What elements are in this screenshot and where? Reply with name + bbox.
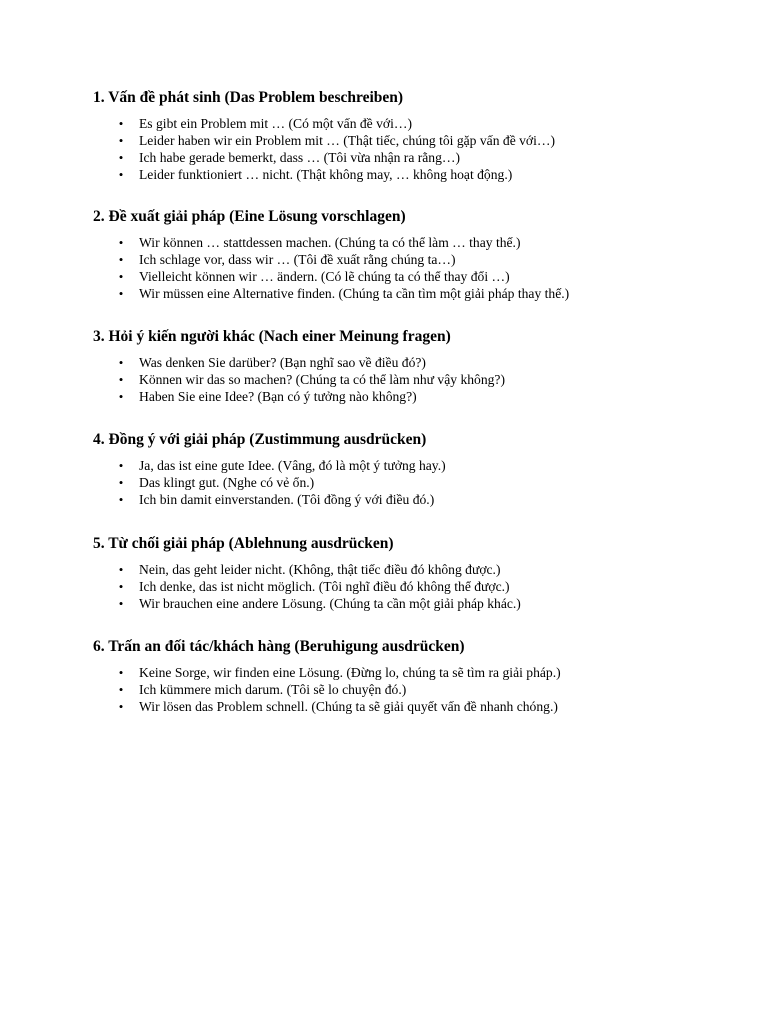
bullet-icon: • [118,492,124,507]
list-item [93,561,521,578]
list-item [93,132,555,149]
list-item [93,149,555,166]
bullet-icon: • [118,682,124,697]
bullet-icon: • [118,252,124,267]
bullet-icon: • [118,579,124,594]
section-heading: 1. Vấn đề phát sinh (Das Problem beschreiben) [93,89,404,106]
phrase-text: Ich habe gerade bemerkt, dass … (Tôi vừa nhận ra rằng…) [139,150,461,165]
list-item [93,354,505,371]
phrase-list [93,457,446,508]
bullet-icon: • [118,596,124,611]
phrase-text: Wir brauchen eine andere Lösung. (Chúng ta cần một giải pháp khác.) [139,596,521,611]
bullet-icon: • [118,269,124,284]
phrase-text: Keine Sorge, wir finden eine Lösung. (Đừng lo, chúng ta sẽ tìm ra giải pháp.) [139,665,561,680]
section-ask-opinion [93,327,733,404]
bullet-icon: • [118,235,124,250]
phrase-list [93,664,561,715]
bullet-icon: • [118,355,124,370]
bullet-icon: • [118,167,124,182]
list-item [93,166,555,183]
list-item [93,388,505,405]
section-heading: 2. Đề xuất giải pháp (Eine Lösung vorschlagen) [93,208,406,225]
phrase-list [93,234,569,302]
phrase-list [93,354,505,405]
section-heading: 6. Trấn an đối tác/khách hàng (Beruhigung ausdrücken) [93,638,465,655]
bullet-icon: • [118,116,124,131]
bullet-icon: • [118,286,124,301]
list-item [93,664,561,681]
phrase-text: Vielleicht können wir … ändern. (Có lẽ chúng ta có thể thay đổi …) [139,269,510,284]
phrase-text: Nein, das geht leider nicht. (Không, thật tiếc điều đó không được.) [139,562,501,577]
bullet-icon: • [118,133,124,148]
list-item [93,491,446,508]
list-item [93,115,555,132]
section-heading: 4. Đồng ý với giải pháp (Zustimmung ausdrücken) [93,431,427,448]
phrase-text: Leider funktioniert … nicht. (Thật không may, … không hoạt động.) [139,167,513,182]
phrase-text: Ich schlage vor, dass wir … (Tôi đề xuất rằng chúng ta…) [139,252,456,267]
section-heading: 3. Hỏi ý kiến người khác (Nach einer Meinung fragen) [93,328,451,345]
section-describe-problem [93,88,733,182]
bullet-icon: • [118,458,124,473]
phrase-text: Ich denke, das ist nicht möglich. (Tôi nghĩ điều đó không thể được.) [139,579,510,594]
list-item [93,457,446,474]
bullet-icon: • [118,372,124,387]
list-item [93,578,521,595]
bullet-icon: • [118,665,124,680]
section-agree [93,430,733,507]
bullet-icon: • [118,699,124,714]
list-item [93,595,521,612]
list-item [93,285,569,302]
phrase-list [93,561,521,612]
list-item [93,268,569,285]
phrase-text: Wir lösen das Problem schnell. (Chúng ta sẽ giải quyết vấn đề nhanh chóng.) [139,699,558,714]
list-item [93,251,569,268]
bullet-icon: • [118,475,124,490]
phrase-text: Ich bin damit einverstanden. (Tôi đồng ý với điều đó.) [139,492,435,507]
bullet-icon: • [118,150,124,165]
list-item [93,371,505,388]
section-heading: 5. Từ chối giải pháp (Ablehnung ausdrücken) [93,535,394,552]
list-item [93,234,569,251]
phrase-text: Können wir das so machen? (Chúng ta có thể làm như vậy không?) [139,372,505,387]
phrase-text: Das klingt gut. (Nghe có vẻ ổn.) [139,475,315,490]
section-refuse [93,534,733,611]
phrase-text: Haben Sie eine Idee? (Bạn có ý tưởng nào không?) [139,389,417,404]
list-item [93,698,561,715]
phrase-text: Was denken Sie darüber? (Bạn nghĩ sao về điều đó?) [139,355,426,370]
section-reassure [93,637,733,714]
list-item [93,474,446,491]
section-suggest-solution [93,207,733,301]
phrase-text: Leider haben wir ein Problem mit … (Thật tiếc, chúng tôi gặp vấn đề với…) [139,133,556,148]
list-item [93,681,561,698]
phrase-text: Es gibt ein Problem mit … (Có một vấn đề với…) [139,116,412,131]
phrase-list [93,115,555,183]
bullet-icon: • [118,389,124,404]
bullet-icon: • [118,562,124,577]
phrase-text: Ich kümmere mich darum. (Tôi sẽ lo chuyện đó.) [139,682,407,697]
phrase-text: Ja, das ist eine gute Idee. (Vâng, đó là một ý tưởng hay.) [139,458,446,473]
phrase-text: Wir können … stattdessen machen. (Chúng ta có thể làm … thay thế.) [139,235,521,250]
phrase-text: Wir müssen eine Alternative finden. (Chúng ta cần tìm một giải pháp thay thế.) [139,286,570,301]
